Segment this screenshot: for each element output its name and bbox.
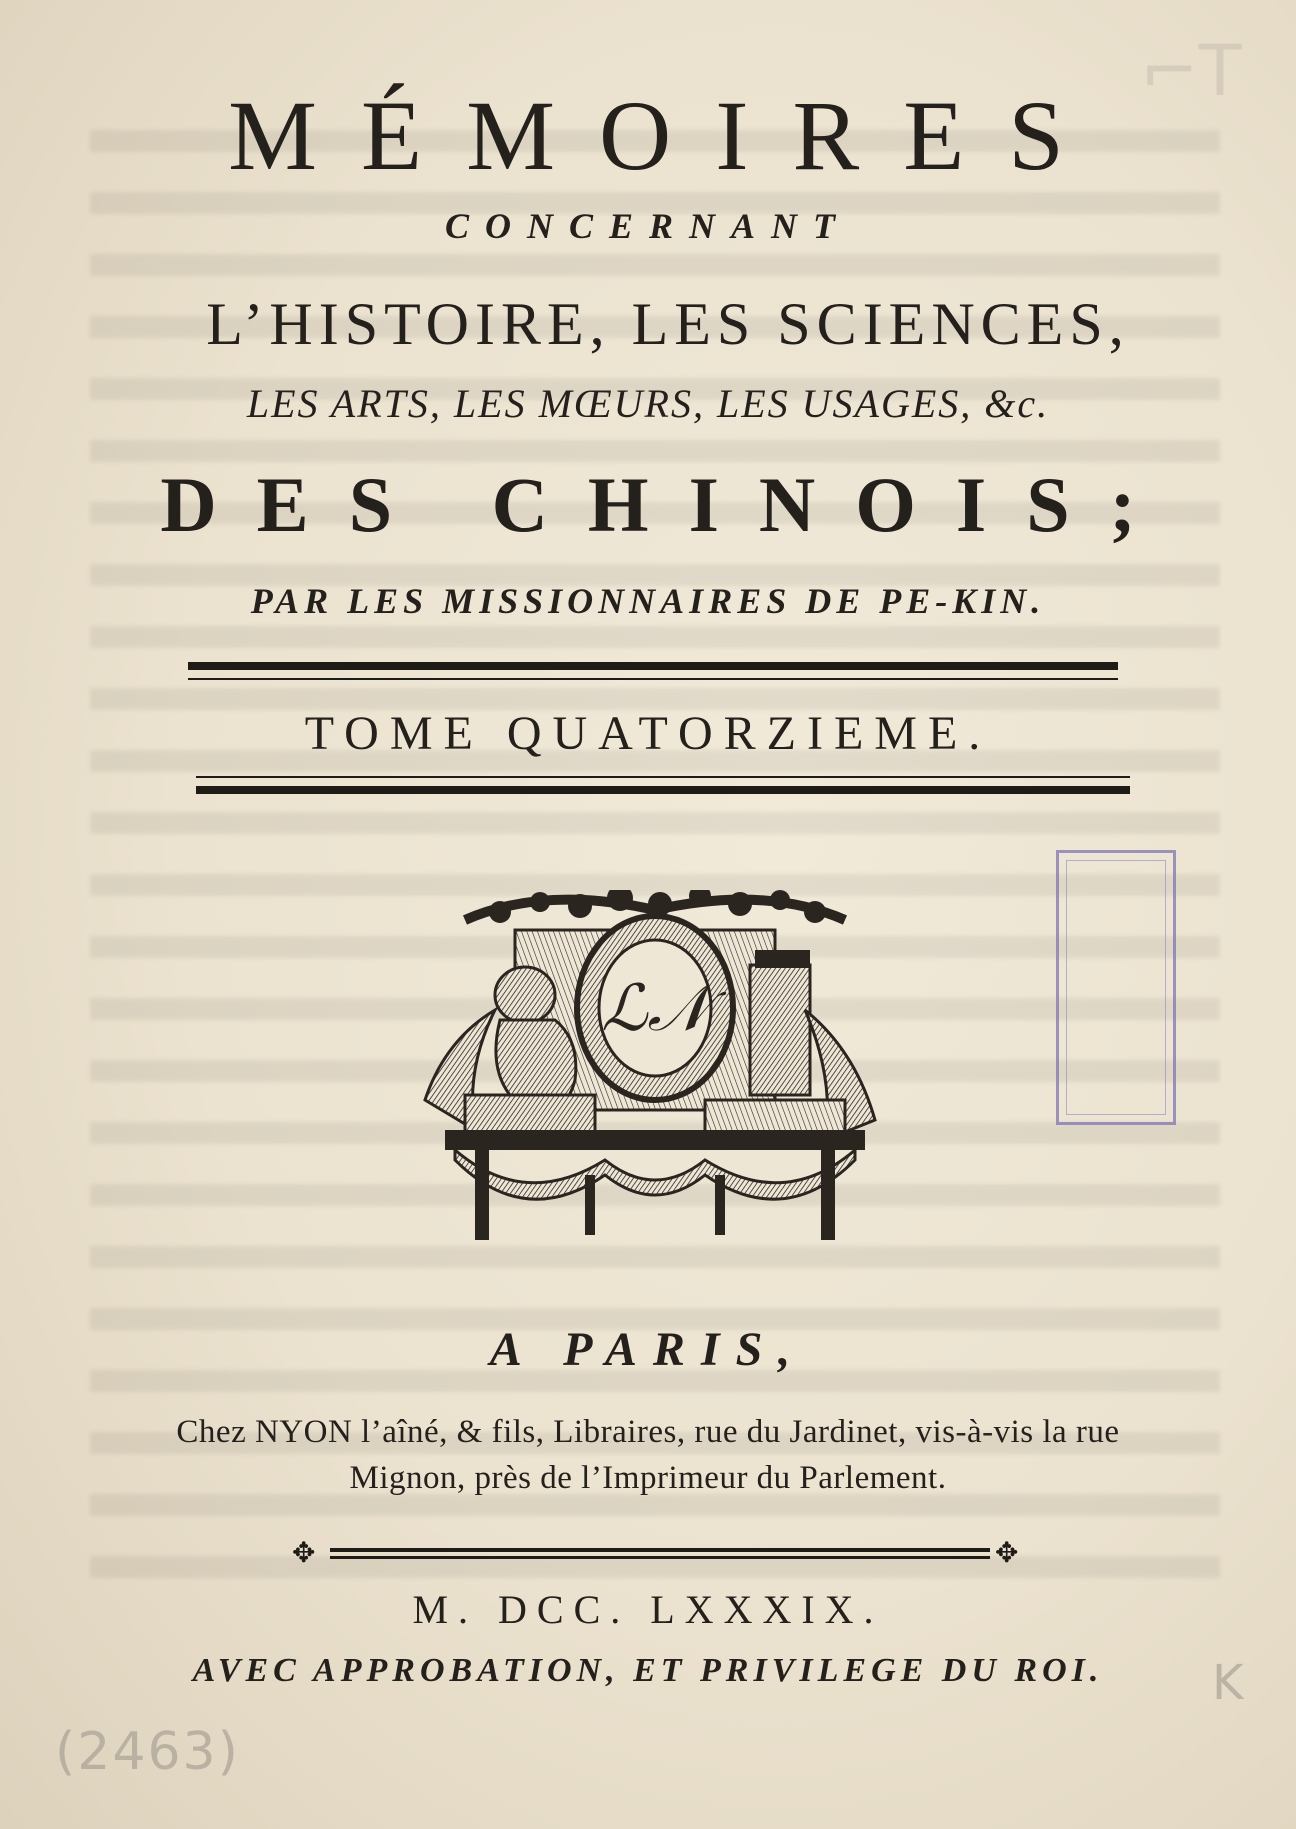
place-line: A PARIS, xyxy=(489,1323,807,1376)
subtitle-connector: CONCERNANT xyxy=(444,206,852,246)
volume-line: TOME QUATORZIEME. xyxy=(304,707,992,760)
thick-rule-bottom xyxy=(196,786,1130,794)
thin-rule-top xyxy=(188,678,1118,680)
fleuron-left-icon: ✥ xyxy=(292,1538,316,1569)
imprint-year: M. DCC. LXXXIX. xyxy=(412,1587,884,1632)
pencil-mark-k: K xyxy=(1212,1655,1244,1711)
printers-vignette xyxy=(405,890,905,1250)
monogram-icon: ℒ𝒩 xyxy=(601,972,709,1046)
thick-rule-top xyxy=(188,662,1118,670)
ornamental-rule xyxy=(290,1538,1030,1570)
privilege-line: AVEC APPROBATION, ET PRIVILEGE DU ROI. xyxy=(192,1652,1104,1689)
authors-line: PAR LES MISSIONNAIRES DE PE-KIN. xyxy=(250,581,1046,621)
publisher-line-1: Chez NYON l’aîné, & fils, Libraires, rue du Jardinet, vis-à-vis la rue xyxy=(176,1414,1120,1450)
stamp-inner-frame xyxy=(1066,860,1166,1115)
fleuron-right-icon: ✥ xyxy=(995,1538,1019,1569)
subjects-line-2: LES ARTS, LES MŒURS, LES USAGES, &c. xyxy=(246,381,1050,426)
book-title: MÉMOIRES xyxy=(228,80,1108,191)
publisher-line-2: Mignon, près de l’Imprimeur du Parlement. xyxy=(349,1460,947,1496)
pencil-mark-top-right: ⌐T xyxy=(1140,30,1242,112)
library-stamp-icon xyxy=(1056,850,1176,1125)
people-line: DES CHINOIS; xyxy=(160,461,1176,548)
thin-rule-bottom xyxy=(196,776,1130,778)
subjects-line-1: L’HISTOIRE, LES SCIENCES, xyxy=(206,291,1130,357)
pencil-shelfmark: (2463) xyxy=(55,1722,240,1782)
